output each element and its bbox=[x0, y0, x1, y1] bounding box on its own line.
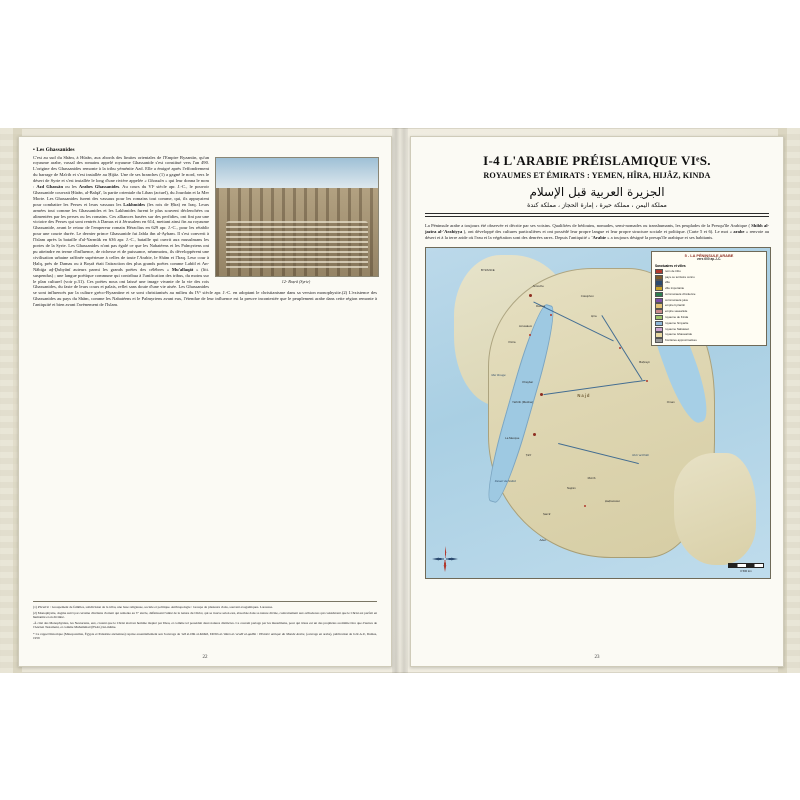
map-city-dot bbox=[533, 433, 536, 436]
footnote-3: -À côté des Monophysites, les Nestoriens, eux, croient que le Christ était un homme inspiré par Dieu, et comme tel possédait deux natures distinctes. Ce courant partage par les musulmans, pour qui Jésus est un des prophètes au même titre que d'autres de l'Ancien Testament, et comme Muhammad (PSAL) lui-même. bbox=[33, 621, 377, 630]
map-legend-label: royaume Ghassanide bbox=[665, 332, 693, 337]
map-landmass-southeast bbox=[674, 453, 757, 565]
map-legend-swatch bbox=[655, 280, 663, 285]
right-page bbox=[410, 136, 784, 667]
map-legend-label: ville bbox=[665, 280, 670, 285]
map-legend-row bbox=[655, 292, 763, 297]
section-title: • Les Ghassanides bbox=[33, 147, 377, 153]
chapter-number: I-4 L'ARABIE PRÉISLAMIQUE VIᵉS. bbox=[483, 153, 711, 168]
folio-right: 23 bbox=[594, 655, 600, 660]
map-legend-label: royaume de Kinda bbox=[665, 315, 689, 320]
map-legend-swatch bbox=[655, 292, 663, 297]
map-label-desert: Désert de Nafūd bbox=[494, 479, 516, 483]
map-label: Damas bbox=[536, 304, 546, 309]
map-label: BYZANCE bbox=[481, 267, 495, 272]
map-legend-label: communauté chrétienne bbox=[665, 291, 696, 296]
map-label: Baḥrayn bbox=[639, 360, 651, 365]
figure-image bbox=[215, 157, 379, 277]
figure-bosra bbox=[215, 157, 377, 284]
map-label: Ma'rib bbox=[587, 475, 596, 480]
map-legend-row bbox=[655, 303, 763, 308]
map-legend-header: Sanctuaires et villes bbox=[655, 264, 686, 269]
book-gutter bbox=[392, 128, 408, 673]
map-label: Yathrib (Médine) bbox=[512, 399, 534, 404]
map-legend-label: communauté juive bbox=[665, 297, 689, 302]
map-scale bbox=[728, 563, 764, 573]
map-legend-list bbox=[655, 269, 763, 344]
map-label: Ṣan'ā' bbox=[542, 512, 551, 516]
map-scale-label: 0 500 km bbox=[740, 569, 752, 573]
map-legend-swatch bbox=[655, 298, 663, 303]
map-city-dot bbox=[550, 314, 552, 316]
left-page bbox=[18, 136, 392, 667]
map-label: Oman bbox=[666, 399, 675, 404]
map-legend-swatch bbox=[655, 327, 663, 332]
map-legend-row bbox=[655, 321, 763, 326]
map-legend-label: royaume himyarite bbox=[665, 320, 689, 325]
map-legend-swatch bbox=[655, 315, 663, 320]
map-label: Ḥīra bbox=[591, 314, 597, 318]
map-city-dot bbox=[540, 393, 543, 396]
divider-rule bbox=[425, 213, 769, 217]
figure-caption: 12- Boṣrā (Syrie) bbox=[281, 278, 311, 284]
map-label: Najrān bbox=[567, 485, 576, 490]
map-legend-row bbox=[655, 280, 763, 285]
intro-paragraph: La Péninsule arabe a toujours été observée et décrite par ses voisins. Qualifiées de bédouins, nomades, semi-nomades ou transhumants, les peuplades de la Presqu'île Arabique ( Shibh al-jazīra al-'Arabiyya ), ont développé des cultures particulières et ont possédé leur propre langue et leur propre structure sociale et politique. (Carte 5 et 6). Le mot « arabe » renvoie au désert et à la terre aride où l'eau et la végétation sont des denrées rares. Depuis l'antiquité « 'Arabie » a toujours désigné la presqu'île arabique et ses habitants. bbox=[425, 223, 769, 240]
map-legend-row bbox=[655, 315, 763, 320]
map-legend-swatch bbox=[655, 309, 663, 314]
map-legend-label: empire byzantin bbox=[665, 303, 686, 308]
map-legend-label: pays ou territoire connu bbox=[665, 274, 695, 279]
left-page-content bbox=[33, 147, 377, 644]
compass-rose-icon bbox=[432, 546, 458, 572]
map-label: Ctésiphon bbox=[580, 294, 594, 299]
map-legend-row bbox=[655, 332, 763, 337]
chapter-subtitle: ROYAUMES ET ÉMIRATS : YEMEN, HÎRA, HIJÂZ, KINDA bbox=[483, 171, 711, 180]
map-legend-swatch bbox=[655, 332, 663, 337]
map-legend-label: ville importante bbox=[665, 286, 685, 291]
map-label-region: Najd bbox=[577, 393, 591, 399]
map-legend-label: frontières approximatives bbox=[665, 338, 697, 343]
map-legend-row bbox=[655, 286, 763, 291]
footnote-4: * Ce rappel historique (Mésopotamie, Égypte et Palestine anciennes) reprise essentiellement son l'ouvrage de 'Alī al-Dīn al-Khānī, Tārīkh al-'ālam al-'arabī al-qadīm : Histoire antique du Monde Arabe, (ouvrage en arabe), publication de la R.A.U, Damas, 1959 bbox=[33, 631, 377, 640]
map-legend-swatch bbox=[655, 275, 663, 280]
map-legend-box bbox=[651, 251, 767, 346]
folio-left: 22 bbox=[202, 655, 208, 660]
map-label: La Mecque bbox=[505, 436, 520, 441]
map-arabian-peninsula bbox=[425, 247, 771, 579]
map-label: Aden bbox=[539, 538, 547, 543]
map-legend-row bbox=[655, 275, 763, 280]
map-label: Ṭā'if bbox=[525, 452, 532, 457]
map-legend-swatch bbox=[655, 338, 663, 343]
map-label: Khaybar bbox=[522, 380, 534, 384]
footnote-2: (2) Monophysite, dogme suivi par certaine chrétiens d'orient qui remonte au Vᵉ siècle, définissant l'unité de la nature du Christ, qui se trouve selon eux, absorbée dans sa nature divine, contrairement aux orthodoxes qui considèrent que le Christ est parfait en humanité et en divinité. bbox=[33, 610, 377, 620]
map-label-sea: Mer Rouge bbox=[491, 373, 506, 378]
map-city-dot bbox=[619, 347, 621, 349]
map-legend-row bbox=[655, 338, 763, 343]
right-page-content bbox=[425, 147, 769, 644]
map-subtitle: vers 600 ap.J-C. bbox=[696, 257, 722, 262]
map-legend-row bbox=[655, 298, 763, 303]
map-label: Pétra bbox=[508, 340, 516, 345]
map-legend-swatch bbox=[655, 321, 663, 326]
footnotes bbox=[33, 601, 377, 642]
map-legend-row bbox=[655, 309, 763, 314]
map-legend-label: nom de tribu bbox=[665, 268, 681, 273]
map-legend-swatch bbox=[655, 269, 663, 274]
body-paragraph: C'est au sud du Shām, à Hūrān, aux abords des limites orientales de l'Empire Byzantin, qu'un royaume arabe, vassal des romains appelé royaume Ghassanide s'est constitué vers l'an 490. L'origine des Ghassanides remonte à la tribu yéménite Azd. Elle a émigré après l'effondrement du barrage de Ma'rib et s'est installée au Ḥijāz. Une de ses branches (1) a gagné le nord, vers le désert de Syrie et s'est installée le long d'une rivière appelée « Ghassān » qui leur donna le nom : Azd Ghassān ou les Arabes Ghassanides. Au cours du VIᵉ siècle apr. J.-C., le pouvoir Ghassanide couvrait Ḥūrān, al-Balqā', la partie orientale du Liban (actuel), du Jourdain et la Mer Morte. Les Ghassanides furent des vassaux pour les romains tout comme, qui, ils appuyaient pour combattre les Perses et leurs vassaux les Lakhmides (les rois de Ḥīra) en Iraq. Leurs armées tout comme les Ghassanides et les Lakhmides furent le plus souvent déclenchées ou alimentées par les perses ou les romains. Ces alliances basées sur des perfidies, ont fini par une victoire des Perses qui sont rentrés à Damas et à Jérusalem en 614, mettant ainsi fin au royaume Ghassanide, avant le retour de l'empereur romain Héraclius en 629 apr. J.-C., pour les rétablir pour une courte durée. Le dernier prince Ghassanide fut Jabla ibn al-Ayham. Il s'est converti à l'Islam après la bataille d'al-Yarmūk en 636 apr. J.-C., bataille qui ouvrit aux musulmans les portes de la Syrie. Les Ghassanides n'ont pas égalé ce que les Nabatéens et les Palmyriens ont pu atteindre en terme d'influence, de richesse et de puissance, néanmoins, ils développèrent une civilisation urbaine raffinée supérieure à celles de toute l'Arabie, le Shām et l'Iraq. Leur cour à Ḥalq, près de Damas ou à Boṣrā était l'attraction des plus grands poètes comme Labīd et An-Nābiġa aḏ-Ḏubyānī auteurs parmi les grands poètes des célèbres « Mu'allaqāt » (litt. suspendus) ; une langue poétique commune qui contribua à l'unification des tribus, du moins sur le plan culturel (voir p.31). Ces poètes nous ont laissé une image vivante de la vie des rois Ghassanides, du faste de leurs cours et palais, reflet sans doute d'une vie aisée. Les Ghassanides se sont influencés par la culture gréco-Byzantine et se sont christianisés au milieu du IVᵉ siècle apr. J.-C. en adoptant le christianisme dans sa version monophysite.(2) L'existence des Ghassanides au pays du Shām, comme les Nabatéens et le Palmyriens avant eux, l'étendue de leur influence est la preuve incontestée que le peuplement arabe dans cette région remonte à l'antiquité et bien avant l'avènement de l'Islam. bbox=[33, 154, 377, 308]
map-legend-swatch bbox=[655, 303, 663, 308]
map-legend-label: empire sassanide bbox=[665, 309, 688, 314]
map-label: Ḥaḍramawt bbox=[604, 498, 620, 503]
chapter-title-arabic: الجزيرة العربية قبل الإسلام bbox=[529, 185, 665, 199]
map-title: 5 - LA PÉNINSULE ARABE bbox=[684, 253, 734, 258]
chapter-subtitle-arabic: مملكة اليمن ، مملكة حيرة ، إمارة الحجاز ، مملكة كندة bbox=[527, 202, 667, 209]
book-spread bbox=[0, 128, 800, 673]
map-label: Jérusalem bbox=[518, 323, 533, 328]
map-legend-row bbox=[655, 327, 763, 332]
footnote-rule bbox=[33, 601, 377, 602]
map-label: Antioche bbox=[532, 284, 544, 289]
footnote-1: (1) Phratrie : Groupement de familles, subdivision de la tribu, une base religieuse, sociale et politique. Anthropologie : Groupe de plusieurs clans, souvent exogamiques. Larousse. bbox=[33, 604, 273, 609]
map-legend-row bbox=[655, 269, 763, 274]
map-legend-label: royaume Nabatéen bbox=[665, 326, 690, 331]
map-label-desert: Rub' al-Khālī bbox=[632, 452, 649, 457]
map-legend-swatch bbox=[655, 286, 663, 291]
